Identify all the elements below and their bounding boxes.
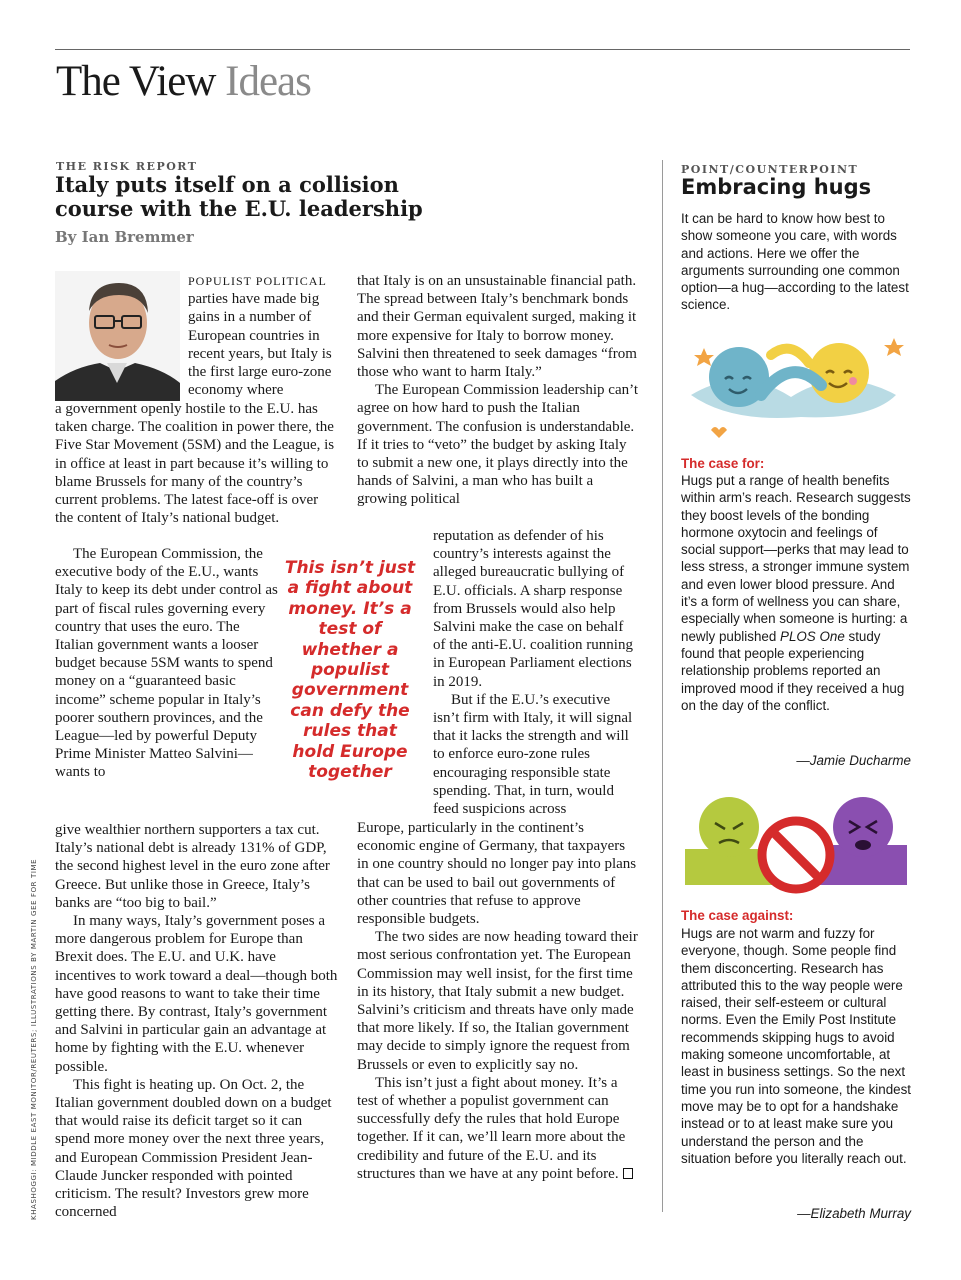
article-headline: Italy puts itself on a collision course with the E.U. leadership	[55, 172, 423, 221]
article-column-2-wrap	[433, 527, 636, 818]
c2-paragraph-5-text: This isn’t just a fight about money. It’s a test of whether a populist government can successfully defy the rules that hold Europe together. If it can, we’ll learn more about the credibility and future of the E.U. and its structures than we have at any point before.	[357, 1074, 626, 1182]
paragraph-2: The European Commission, the executive body of the E.U., wants Italy to keep its debt under control as part of fiscal rules governing every country that uses the euro. The Italian government wants a looser budget because 5SM wants to spend money on a “guaranteed basic income” scheme popular in Italy’s poorer southern provinces, and the League—led by powerful Deputy Prime Minister Matteo Salvini—wants to	[55, 546, 278, 781]
hug-illustration	[681, 325, 911, 445]
author-photo	[55, 271, 180, 401]
sidebar-kicker: POINT/COUNTERPOINT	[681, 163, 859, 176]
pull-quote: This isn’t just a fight about money. It’s a test of whether a populist government can defy the rules that hold Europe together	[284, 558, 416, 783]
end-mark-icon	[623, 1168, 633, 1179]
paragraph-1: a government openly hostile to the E.U. has taken charge. The coalition in power there, the Five Star Movement (5SM) and the League, is in office at least in part because it’s willing to blame Brussels for many of the country’s current problems. The latest face-off is over the content of Italy’s national budget.	[55, 401, 335, 527]
c2-paragraph-2: The European Commission leadership can’t agree on how hard to push the Italian government. The confusion is understandable. If it tries to “veto” the budget by asking Italy to submit a new one, it plays directly into the hands of Salvini, a man who has built a growing political	[357, 382, 638, 508]
article-kicker: THE RISK REPORT	[56, 160, 198, 173]
article-column-1-wrap	[55, 545, 280, 782]
case-against-text: Hugs are not warm and fuzzy for everyone, though. Some people find them disconcerting. Research has attributed this to the way people were raised, their self-esteem or cultural norms. Even the Emily Post Institute recommends skipping hugs to avoid making someone uncomfortable, at least in business settings. So the next time you run into someone, the kindest move may be to opt for a handshake instead or to at least make sure you understand the person and the situation before you literally reach out.	[681, 926, 912, 1166]
c2-paragraph-3: But if the E.U.’s executive isn’t firm with Italy, it will signal that it lacks the strength and will to enforce euro-zone rules encouraging responsible state spending. That, in turn, would feed suspicions across	[433, 691, 633, 818]
article-column-2	[357, 272, 639, 509]
article-column-1	[55, 400, 340, 527]
case-for-heading: The case for:	[681, 456, 765, 471]
section-label: The View	[56, 58, 216, 105]
case-for-text	[681, 472, 911, 714]
case-against-heading: The case against:	[681, 908, 794, 923]
paragraph-2-continued: give wealthier northern supporters a tax cut. Italy’s national debt is already 131% of GDP, the second highest level in the euro zone after Greece. But unlike those in Greece, Italy’s banks are “too big to bail.”	[55, 822, 330, 911]
lead-in: POPULIST POLITICAL	[188, 274, 327, 288]
sidebar-title: Embracing hugs	[681, 175, 872, 199]
section-sublabel: Ideas	[225, 58, 311, 105]
photo-credit: KHASHOGGI: MIDDLE EAST MONITOR/REUTERS; ILLUSTRATIONS BY MARTIN GEE FOR TIME	[30, 858, 38, 1220]
journal-name: PLOS One	[780, 628, 845, 644]
case-for-author: —Jamie Ducharme	[796, 753, 911, 768]
c2-paragraph-3-continued: Europe, particularly in the continent’s economic engine of Germany, that taxpayers in one country should no longer pay into plans that can be used to bail out governments of other countries that refuse to approve responsible budgets.	[357, 820, 637, 928]
c2-paragraph-2-continued: reputation as defender of his country’s interests against the alleged bureaucratic bullying of E.U. officials. A sharp response from Brussels would also help Salvini make the case on behalf of the anti-E.U. coalition running in European Parliament elections in 2019.	[433, 528, 633, 690]
paragraph-3: In many ways, Italy’s government poses a more dangerous problem for Europe than Brexit does. The E.U. and U.K. have incentives to work toward a deal—though both have good reasons to want to take their time getting there. By contrast, Italy’s government and Salvini in particular gain an advantage at home by fighting with the E.U. whenever possible.	[55, 913, 338, 1075]
article-intro	[188, 272, 340, 399]
c2-paragraph-1: that Italy is on an unsustainable financial path. The spread between Italy’s benchmark bonds and their German equivalent surged, making it more expensive for Italy to borrow money. Salvini then threatened to seek damages “from those who want to harm Italy.”	[357, 273, 637, 381]
section-header	[56, 56, 311, 108]
top-rule	[55, 49, 910, 50]
intro-text: parties have made big gains in a number of European countries in recent years, but Italy is the first large euro-zone economy where	[188, 291, 332, 399]
article-column-2-bottom	[357, 819, 639, 1183]
c2-paragraph-5	[357, 1074, 639, 1183]
case-for-text-a: Hugs put a range of health benefits within arm’s reach. Research suggests they boost levels of the bonding hormone oxytocin and feelings of social support—perks that may lead to less stress, a stronger immune system and even lower blood pressure. And it’s a form of wellness you can share, especially when someone is hurting: a newly published	[681, 473, 911, 644]
case-for-text-b: study found that people experiencing relationship problems reported an improved mood if they received a hug on the day of the conflict.	[681, 628, 905, 713]
sidebar-intro: It can be hard to know how best to show someone you care, with words and actions. Here we offer the arguments surrounding one common option—a hug—according to the latest science.	[681, 211, 909, 313]
c2-paragraph-4: The two sides are now heading toward their most serious confrontation yet. The European Commission may well insist, for the first time in its history, that Italy submit a new budget. Salvini’s criticism and threats have only made that more likely. If so, the Italian government may decide to simply ignore the request from Brussels or even to explicitly say no.	[357, 929, 638, 1073]
sidebar-divider	[662, 160, 663, 1212]
article-column-1-bottom	[55, 821, 340, 1221]
case-against-author: —Elizabeth Murray	[797, 1206, 911, 1221]
article-byline: By Ian Bremmer	[55, 228, 194, 246]
paragraph-4: This fight is heating up. On Oct. 2, the Italian government doubled down on a budget that would raise its deficit target so it can spend more money over the next three years, and European Commission President Jean-Claude Juncker responded with pointed criticism. The result? Investors grew more concerned	[55, 1076, 332, 1221]
no-hug-illustration	[681, 785, 911, 900]
